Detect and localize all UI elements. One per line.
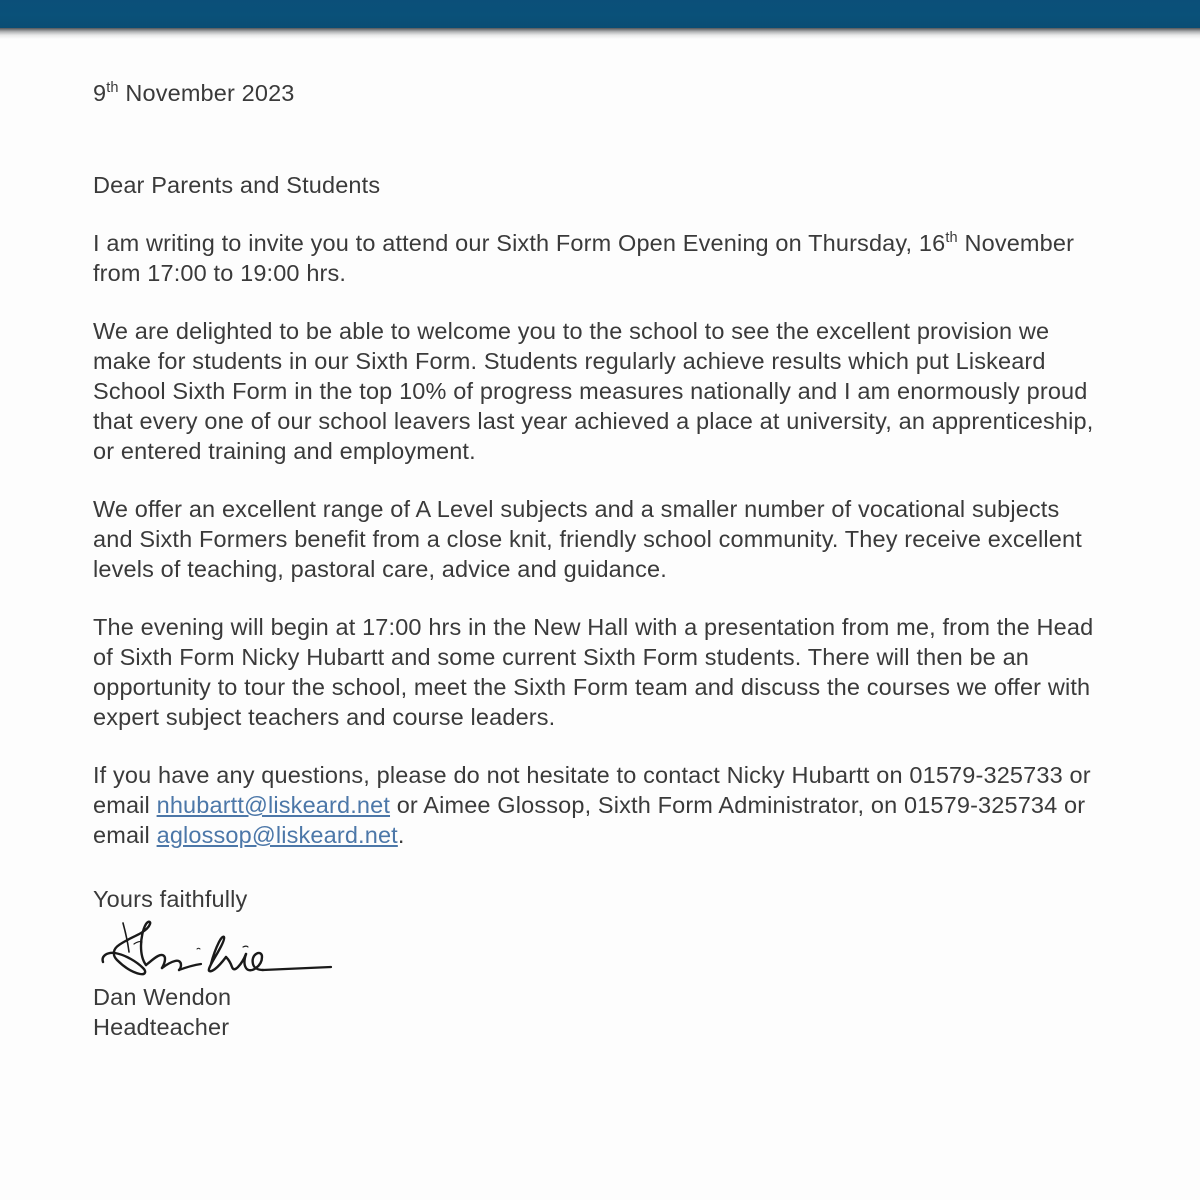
signature-image: [93, 918, 393, 980]
paragraph-text: or Aimee Glossop, Sixth Form Administrator, on 01579-325734 or email: [93, 792, 1086, 848]
paragraph-text: .: [397, 822, 405, 848]
letter-salutation: Dear Parents and Students: [93, 172, 381, 198]
email-link[interactable]: aglossop@liskeard.net: [156, 822, 398, 848]
signoff-role: Headteacher: [93, 1014, 230, 1040]
paragraph-invitation: [93, 228, 1103, 288]
signoff-name: Dan Wendon: [93, 984, 232, 1010]
paragraph-text: November from 17:00 to 19:00 hrs.: [93, 230, 1075, 286]
letter-date-rest: November 2023: [118, 80, 295, 106]
paragraph-text: We are delighted to be able to welcome you to the school to see the excellent provision we make for students in our Sixth Form. Students regularly achieve results which put Liskeard School Sixth Form in the top 10% of progress measures nationally and I am enormously proud that every one of our school leavers last year achieved a place at university, an apprenticeship, or entered training and employment.: [93, 318, 1094, 464]
letter-date-ordinal: th: [106, 79, 119, 96]
email-link[interactable]: nhubartt@liskeard.net: [156, 792, 391, 818]
letter-date-day: 9: [93, 80, 107, 106]
paragraph-contact: [93, 760, 1103, 850]
paragraph-text: The evening will begin at 17:00 hrs in the New Hall with a presentation from me, from the Head of Sixth Form Nicky Hubartt and some current Sixth Form students. There will then be an opportunity to tour the school, meet the Sixth Form team and discuss the courses we offer with expert subject teachers and course leaders.: [93, 614, 1094, 730]
date-ordinal: th: [945, 229, 958, 246]
paragraph-evening-schedule: [93, 612, 1103, 732]
paragraph-text: We offer an excellent range of A Level subjects and a smaller number of vocational subjects and Sixth Formers benefit from a close knit, friendly school community. They receive excellent levels of teaching, pastoral care, advice and guidance.: [93, 496, 1082, 582]
paragraph-text: If you have any questions, please do not hesitate to contact Nicky Hubartt on 01579-325733 or email: [93, 762, 1091, 818]
letter-paragraphs: [93, 228, 1110, 850]
letter-date: [93, 78, 1110, 108]
letter-closing: Yours faithfully: [93, 886, 248, 912]
paragraph-delighted: [93, 316, 1103, 466]
paragraph-subjects: [93, 494, 1103, 584]
paragraph-text: I am writing to invite you to attend our Sixth Form Open Evening on Thursday, 16: [93, 230, 946, 256]
